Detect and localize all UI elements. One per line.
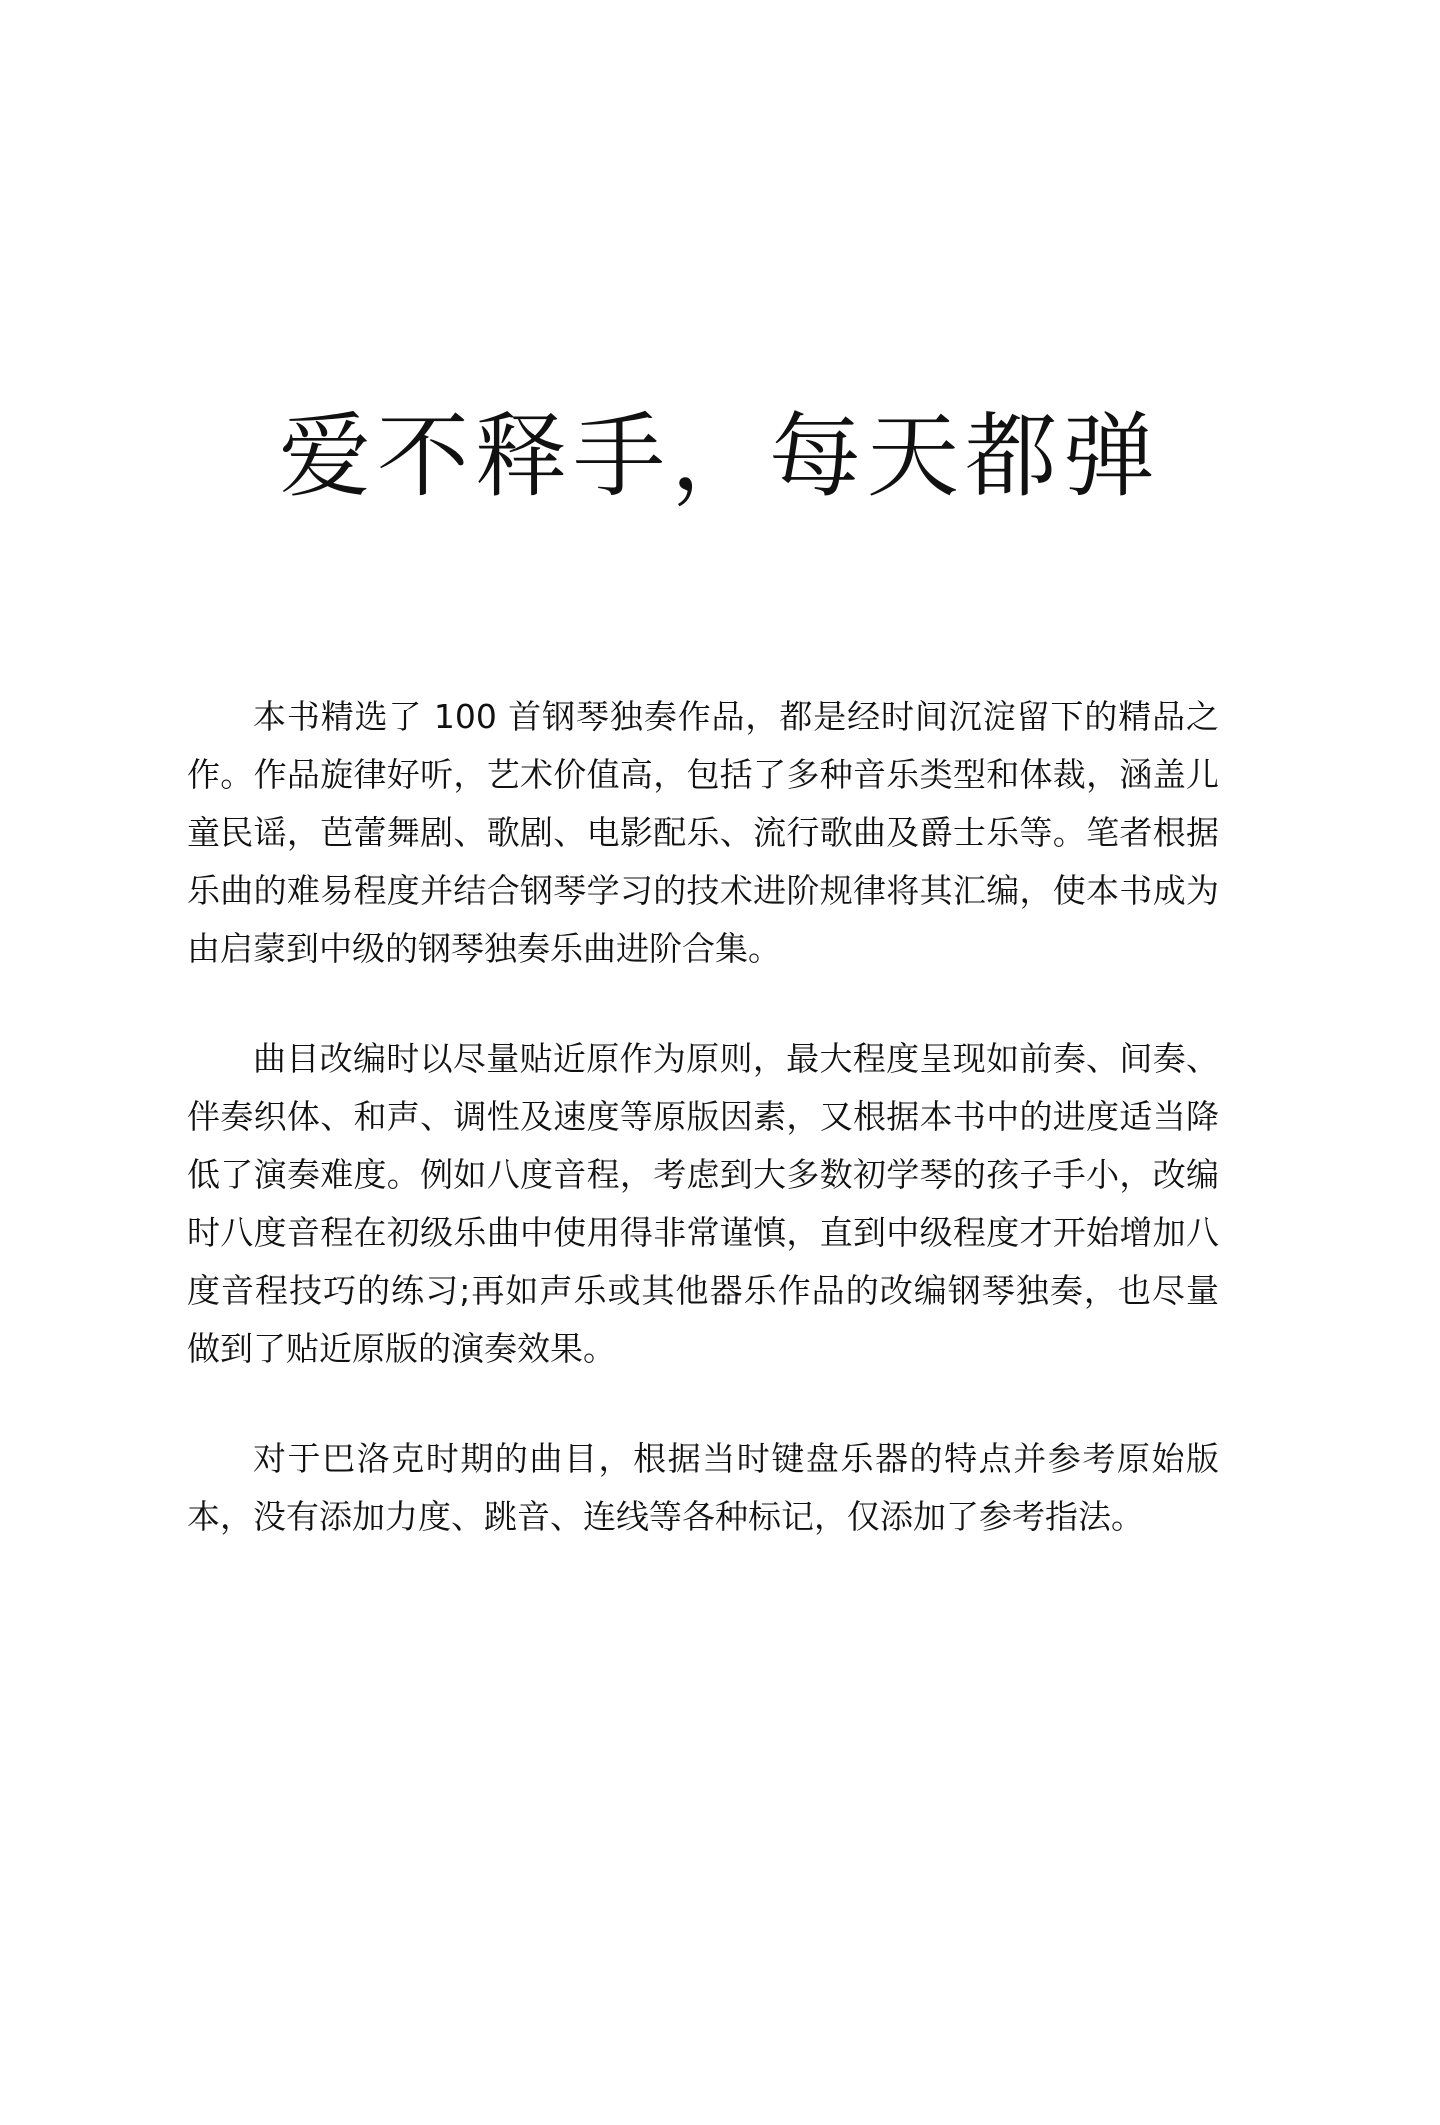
body-text: [187, 688, 1219, 1598]
paragraph-intro: 本书精选了 100 首钢琴独奏作品，都是经时间沉淀留下的精品之作。作品旋律好听，艺术价值高，包括了多种音乐类型和体裁，涵盖儿童民谣，芭蕾舞剧、歌剧、电影配乐、流行歌曲及爵士乐等。笔者根据乐曲的难易程度并结合钢琴学习的技术进阶规律将其汇编，使本书成为由启蒙到中级的钢琴独奏乐曲进阶合集。: [187, 697, 1219, 968]
paragraph-baroque: 对于巴洛克时期的曲目，根据当时键盘乐器的特点并参考原始版本，没有添加力度、跳音、连线等各种标记，仅添加了参考指法。: [187, 1439, 1219, 1536]
page-title: 爱不释手，每天都弹: [278, 403, 1161, 510]
paragraph-arrangement: 曲目改编时以尽量贴近原作为原则，最大程度呈现如前奏、间奏、伴奏织体、和声、调性及速度等原版因素，又根据本书中的进度适当降低了演奏难度。例如八度音程，考虑到大多数初学琴的孩子手小，改编时八度音程在初级乐曲中使用得非常谨慎，直到中级程度才开始增加八度音程技巧的练习;再如声乐或其他器乐作品的改编钢琴独奏，也尽量做到了贴近原版的演奏效果。: [187, 1039, 1219, 1368]
